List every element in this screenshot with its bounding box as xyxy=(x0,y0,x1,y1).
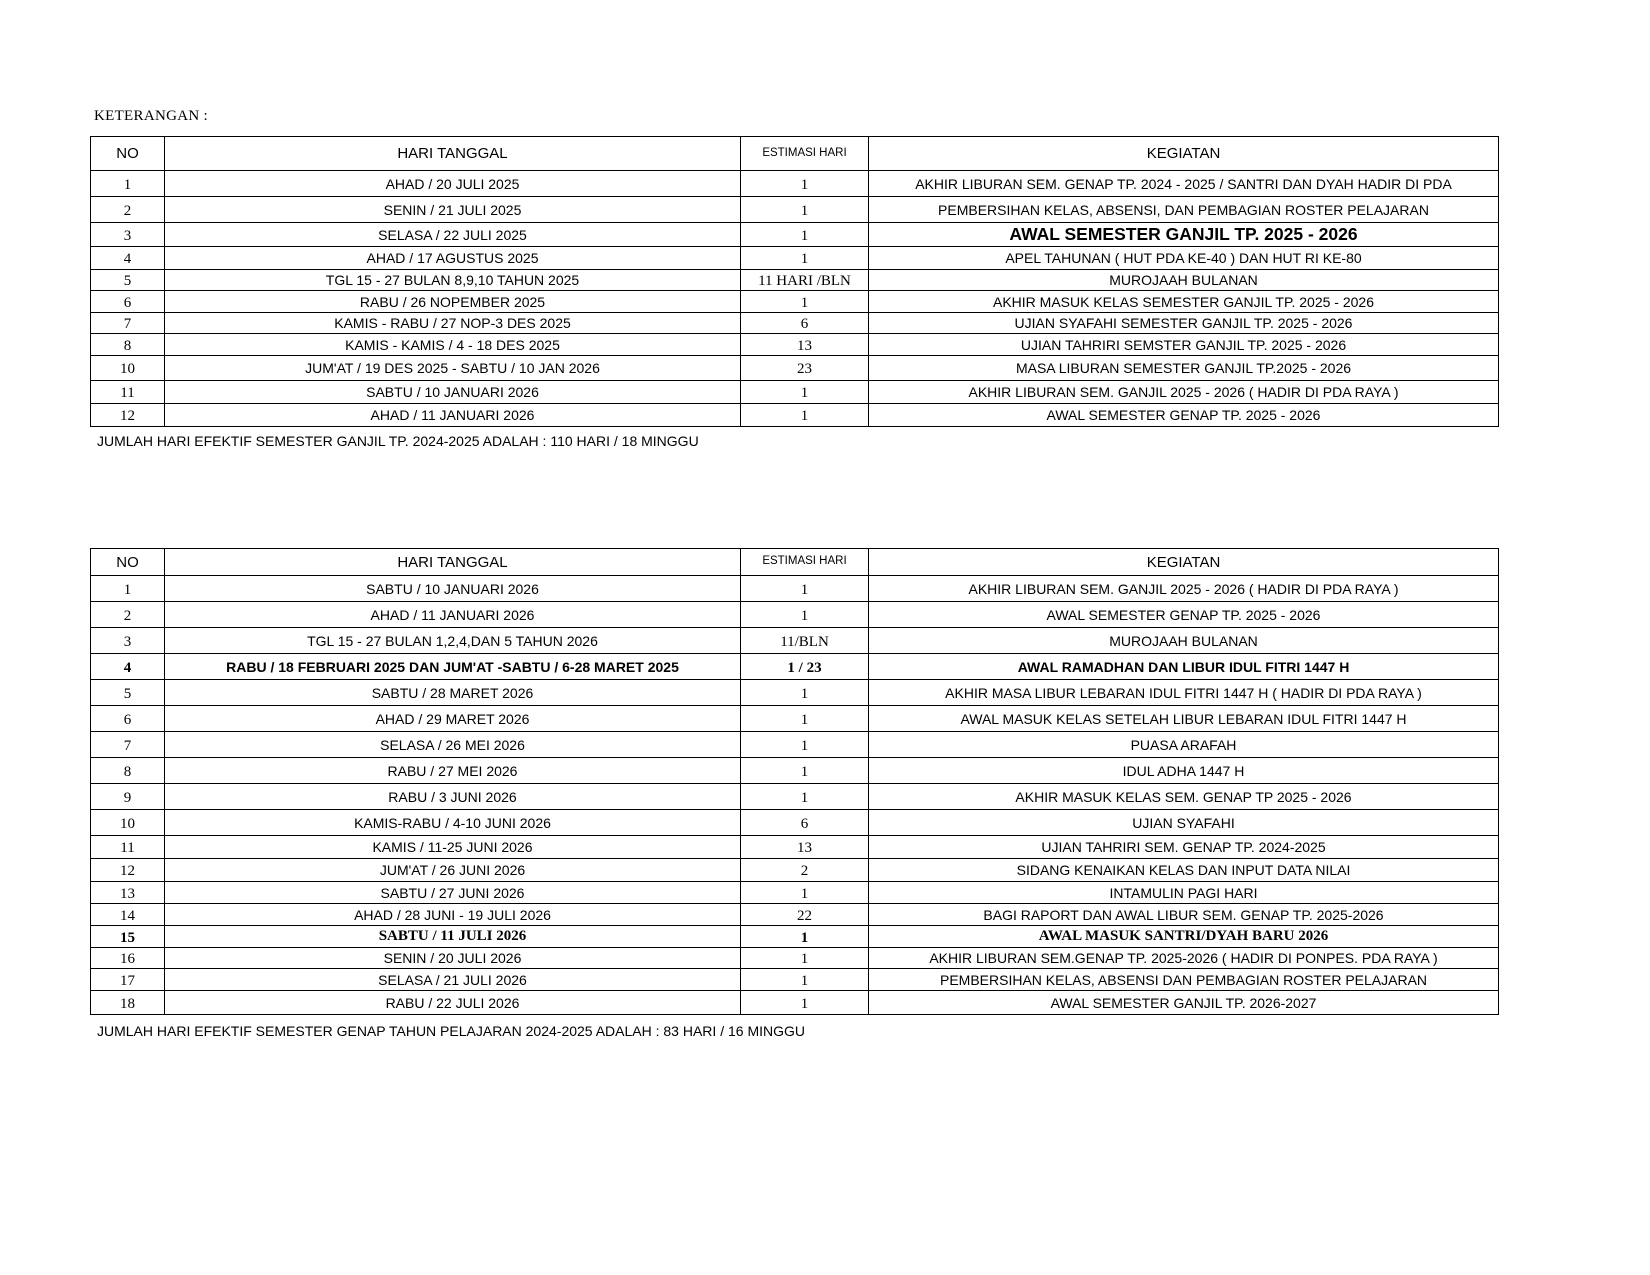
row-estimate: 1 xyxy=(741,680,869,706)
row-date: SABTU / 10 JANUARI 2026 xyxy=(165,381,741,404)
row-number: 3 xyxy=(91,628,165,654)
row-activity: IDUL ADHA 1447 H xyxy=(869,758,1499,784)
row-activity: MUROJAAH BULANAN xyxy=(869,628,1499,654)
row-activity: AKHIR LIBURAN SEM.GENAP TP. 2025-2026 ( HADIR DI PONPES. PDA RAYA ) xyxy=(869,948,1499,969)
row-number: 7 xyxy=(91,732,165,758)
row-date: KAMIS-RABU / 4-10 JUNI 2026 xyxy=(165,810,741,836)
row-date: RABU / 26 NOPEMBER 2025 xyxy=(165,291,741,313)
row-number: 12 xyxy=(91,859,165,882)
table-row xyxy=(91,223,1499,247)
row-estimate: 1 xyxy=(741,706,869,732)
table-row xyxy=(91,270,1499,291)
column-header-date: HARI TANGGAL xyxy=(165,137,741,171)
row-number: 3 xyxy=(91,223,165,247)
row-estimate: 1 xyxy=(741,381,869,404)
row-estimate: 1 xyxy=(741,948,869,969)
row-estimate: 6 xyxy=(741,810,869,836)
row-number: 2 xyxy=(91,197,165,223)
row-date: SABTU / 28 MARET 2026 xyxy=(165,680,741,706)
row-estimate: 1 xyxy=(741,602,869,628)
table-row xyxy=(91,810,1499,836)
table-header-row xyxy=(91,137,1499,171)
row-activity: AKHIR MASA LIBUR LEBARAN IDUL FITRI 1447 H ( HADIR DI PDA RAYA ) xyxy=(869,680,1499,706)
row-number: 4 xyxy=(91,654,165,680)
row-date: SABTU / 27 JUNI 2026 xyxy=(165,882,741,904)
table-row xyxy=(91,836,1499,859)
semester-genap-table xyxy=(90,548,1499,1015)
table-row xyxy=(91,576,1499,602)
row-number: 18 xyxy=(91,991,165,1015)
table-row xyxy=(91,991,1499,1015)
row-activity: AKHIR LIBURAN SEM. GANJIL 2025 - 2026 ( HADIR DI PDA RAYA ) xyxy=(869,576,1499,602)
row-number: 16 xyxy=(91,948,165,969)
row-activity: AWAL RAMADHAN DAN LIBUR IDUL FITRI 1447 H xyxy=(869,654,1499,680)
row-activity: AKHIR MASUK KELAS SEMESTER GANJIL TP. 2025 - 2026 xyxy=(869,291,1499,313)
row-date: SABTU / 11 JULI 2026 xyxy=(165,926,741,948)
column-header-no: NO xyxy=(91,549,165,576)
row-estimate: 1 xyxy=(741,758,869,784)
row-date: SENIN / 21 JULI 2025 xyxy=(165,197,741,223)
row-estimate: 1 xyxy=(741,576,869,602)
row-estimate: 1 xyxy=(741,291,869,313)
column-header-date: HARI TANGGAL xyxy=(165,549,741,576)
table-row xyxy=(91,197,1499,223)
row-activity: MASA LIBURAN SEMESTER GANJIL TP.2025 - 2026 xyxy=(869,356,1499,381)
row-date: SENIN / 20 JULI 2026 xyxy=(165,948,741,969)
column-header-no: NO xyxy=(91,137,165,171)
table-row xyxy=(91,291,1499,313)
row-activity: UJIAN SYAFAHI xyxy=(869,810,1499,836)
row-date: AHAD / 29 MARET 2026 xyxy=(165,706,741,732)
table-row xyxy=(91,706,1499,732)
page-heading: KETERANGAN : xyxy=(94,108,209,124)
row-number: 2 xyxy=(91,602,165,628)
row-estimate: 1 xyxy=(741,882,869,904)
row-estimate: 1 / 23 xyxy=(741,654,869,680)
row-estimate: 1 xyxy=(741,197,869,223)
table-row xyxy=(91,784,1499,810)
row-number: 11 xyxy=(91,381,165,404)
row-number: 8 xyxy=(91,334,165,356)
row-date: RABU / 27 MEI 2026 xyxy=(165,758,741,784)
column-header-estimate: ESTIMASI HARI xyxy=(741,549,869,576)
row-number: 8 xyxy=(91,758,165,784)
row-estimate: 6 xyxy=(741,313,869,334)
row-number: 11 xyxy=(91,836,165,859)
row-activity: SIDANG KENAIKAN KELAS DAN INPUT DATA NILAI xyxy=(869,859,1499,882)
row-estimate: 2 xyxy=(741,859,869,882)
table-row xyxy=(91,732,1499,758)
row-estimate: 1 xyxy=(741,247,869,270)
row-date: AHAD / 11 JANUARI 2026 xyxy=(165,602,741,628)
table-header-row xyxy=(91,549,1499,576)
table-row xyxy=(91,969,1499,991)
table-row xyxy=(91,859,1499,882)
semester-ganjil-table xyxy=(90,136,1499,427)
row-number: 5 xyxy=(91,270,165,291)
row-estimate: 13 xyxy=(741,334,869,356)
row-date: SELASA / 26 MEI 2026 xyxy=(165,732,741,758)
row-number: 6 xyxy=(91,706,165,732)
row-estimate: 1 xyxy=(741,991,869,1015)
row-activity: AWAL SEMESTER GANJIL TP. 2026-2027 xyxy=(869,991,1499,1015)
column-header-activity: KEGIATAN xyxy=(869,549,1499,576)
row-activity: AWAL SEMESTER GENAP TP. 2025 - 2026 xyxy=(869,602,1499,628)
row-number: 14 xyxy=(91,904,165,926)
row-number: 4 xyxy=(91,247,165,270)
row-number: 5 xyxy=(91,680,165,706)
table-row xyxy=(91,334,1499,356)
row-activity: AWAL MASUK SANTRI/DYAH BARU 2026 xyxy=(869,926,1499,948)
table-row xyxy=(91,926,1499,948)
row-number: 15 xyxy=(91,926,165,948)
table-row xyxy=(91,171,1499,197)
row-date: JUM'AT / 19 DES 2025 - SABTU / 10 JAN 2026 xyxy=(165,356,741,381)
row-estimate: 1 xyxy=(741,969,869,991)
row-number: 6 xyxy=(91,291,165,313)
row-activity: AWAL SEMESTER GENAP TP. 2025 - 2026 xyxy=(869,404,1499,427)
table-row xyxy=(91,356,1499,381)
row-number: 7 xyxy=(91,313,165,334)
row-number: 9 xyxy=(91,784,165,810)
row-date: JUM'AT / 26 JUNI 2026 xyxy=(165,859,741,882)
table-row xyxy=(91,247,1499,270)
row-estimate: 1 xyxy=(741,732,869,758)
row-activity: PUASA ARAFAH xyxy=(869,732,1499,758)
row-date: AHAD / 20 JULI 2025 xyxy=(165,171,741,197)
table-row xyxy=(91,948,1499,969)
effective-days-note-genap: JUMLAH HARI EFEKTIF SEMESTER GENAP TAHUN PELAJARAN 2024-2025 ADALAH : 83 HARI / 16 MINGGU xyxy=(97,1023,805,1039)
row-date: TGL 15 - 27 BULAN 1,2,4,DAN 5 TAHUN 2026 xyxy=(165,628,741,654)
row-date: RABU / 22 JULI 2026 xyxy=(165,991,741,1015)
row-estimate: 11 HARI /BLN xyxy=(741,270,869,291)
row-number: 10 xyxy=(91,810,165,836)
table-row xyxy=(91,313,1499,334)
table-row xyxy=(91,602,1499,628)
row-date: AHAD / 28 JUNI - 19 JULI 2026 xyxy=(165,904,741,926)
row-date: KAMIS / 11-25 JUNI 2026 xyxy=(165,836,741,859)
row-number: 1 xyxy=(91,576,165,602)
row-date: RABU / 18 FEBRUARI 2025 DAN JUM'AT -SABTU / 6-28 MARET 2025 xyxy=(165,654,741,680)
row-activity: BAGI RAPORT DAN AWAL LIBUR SEM. GENAP TP. 2025-2026 xyxy=(869,904,1499,926)
row-activity: PEMBERSIHAN KELAS, ABSENSI, DAN PEMBAGIAN ROSTER PELAJARAN xyxy=(869,197,1499,223)
row-date: AHAD / 11 JANUARI 2026 xyxy=(165,404,741,427)
row-activity: UJIAN TAHRIRI SEMSTER GANJIL TP. 2025 - 2026 xyxy=(869,334,1499,356)
row-activity: AKHIR LIBURAN SEM. GENAP TP. 2024 - 2025 / SANTRI DAN DYAH HADIR DI PDA xyxy=(869,171,1499,197)
column-header-activity: KEGIATAN xyxy=(869,137,1499,171)
table-row xyxy=(91,404,1499,427)
effective-days-note-ganjil: JUMLAH HARI EFEKTIF SEMESTER GANJIL TP. 2024-2025 ADALAH : 110 HARI / 18 MINGGU xyxy=(97,433,699,449)
row-activity: MUROJAAH BULANAN xyxy=(869,270,1499,291)
row-activity: UJIAN TAHRIRI SEM. GENAP TP. 2024-2025 xyxy=(869,836,1499,859)
row-date: SELASA / 21 JULI 2026 xyxy=(165,969,741,991)
table-row xyxy=(91,628,1499,654)
row-estimate: 1 xyxy=(741,784,869,810)
table-row xyxy=(91,654,1499,680)
table-row xyxy=(91,758,1499,784)
row-activity: AWAL SEMESTER GANJIL TP. 2025 - 2026 xyxy=(869,223,1499,247)
row-activity: APEL TAHUNAN ( HUT PDA KE-40 ) DAN HUT RI KE-80 xyxy=(869,247,1499,270)
table-row xyxy=(91,381,1499,404)
row-estimate: 23 xyxy=(741,356,869,381)
row-date: SELASA / 22 JULI 2025 xyxy=(165,223,741,247)
row-date: KAMIS - KAMIS / 4 - 18 DES 2025 xyxy=(165,334,741,356)
row-activity: PEMBERSIHAN KELAS, ABSENSI DAN PEMBAGIAN ROSTER PELAJARAN xyxy=(869,969,1499,991)
table-row xyxy=(91,882,1499,904)
row-activity: AKHIR LIBURAN SEM. GANJIL 2025 - 2026 ( HADIR DI PDA RAYA ) xyxy=(869,381,1499,404)
table-row xyxy=(91,680,1499,706)
column-header-estimate: ESTIMASI HARI xyxy=(741,137,869,171)
row-activity: AKHIR MASUK KELAS SEM. GENAP TP 2025 - 2026 xyxy=(869,784,1499,810)
row-activity: AWAL MASUK KELAS SETELAH LIBUR LEBARAN IDUL FITRI 1447 H xyxy=(869,706,1499,732)
row-number: 1 xyxy=(91,171,165,197)
row-estimate: 1 xyxy=(741,404,869,427)
row-date: KAMIS - RABU / 27 NOP-3 DES 2025 xyxy=(165,313,741,334)
table-row xyxy=(91,904,1499,926)
row-estimate: 11/BLN xyxy=(741,628,869,654)
row-activity: UJIAN SYAFAHI SEMESTER GANJIL TP. 2025 - 2026 xyxy=(869,313,1499,334)
row-estimate: 13 xyxy=(741,836,869,859)
row-date: SABTU / 10 JANUARI 2026 xyxy=(165,576,741,602)
row-number: 10 xyxy=(91,356,165,381)
row-activity: INTAMULIN PAGI HARI xyxy=(869,882,1499,904)
row-estimate: 22 xyxy=(741,904,869,926)
row-estimate: 1 xyxy=(741,926,869,948)
row-number: 12 xyxy=(91,404,165,427)
row-date: AHAD / 17 AGUSTUS 2025 xyxy=(165,247,741,270)
row-estimate: 1 xyxy=(741,171,869,197)
row-number: 13 xyxy=(91,882,165,904)
row-estimate: 1 xyxy=(741,223,869,247)
row-number: 17 xyxy=(91,969,165,991)
row-date: TGL 15 - 27 BULAN 8,9,10 TAHUN 2025 xyxy=(165,270,741,291)
row-date: RABU / 3 JUNI 2026 xyxy=(165,784,741,810)
